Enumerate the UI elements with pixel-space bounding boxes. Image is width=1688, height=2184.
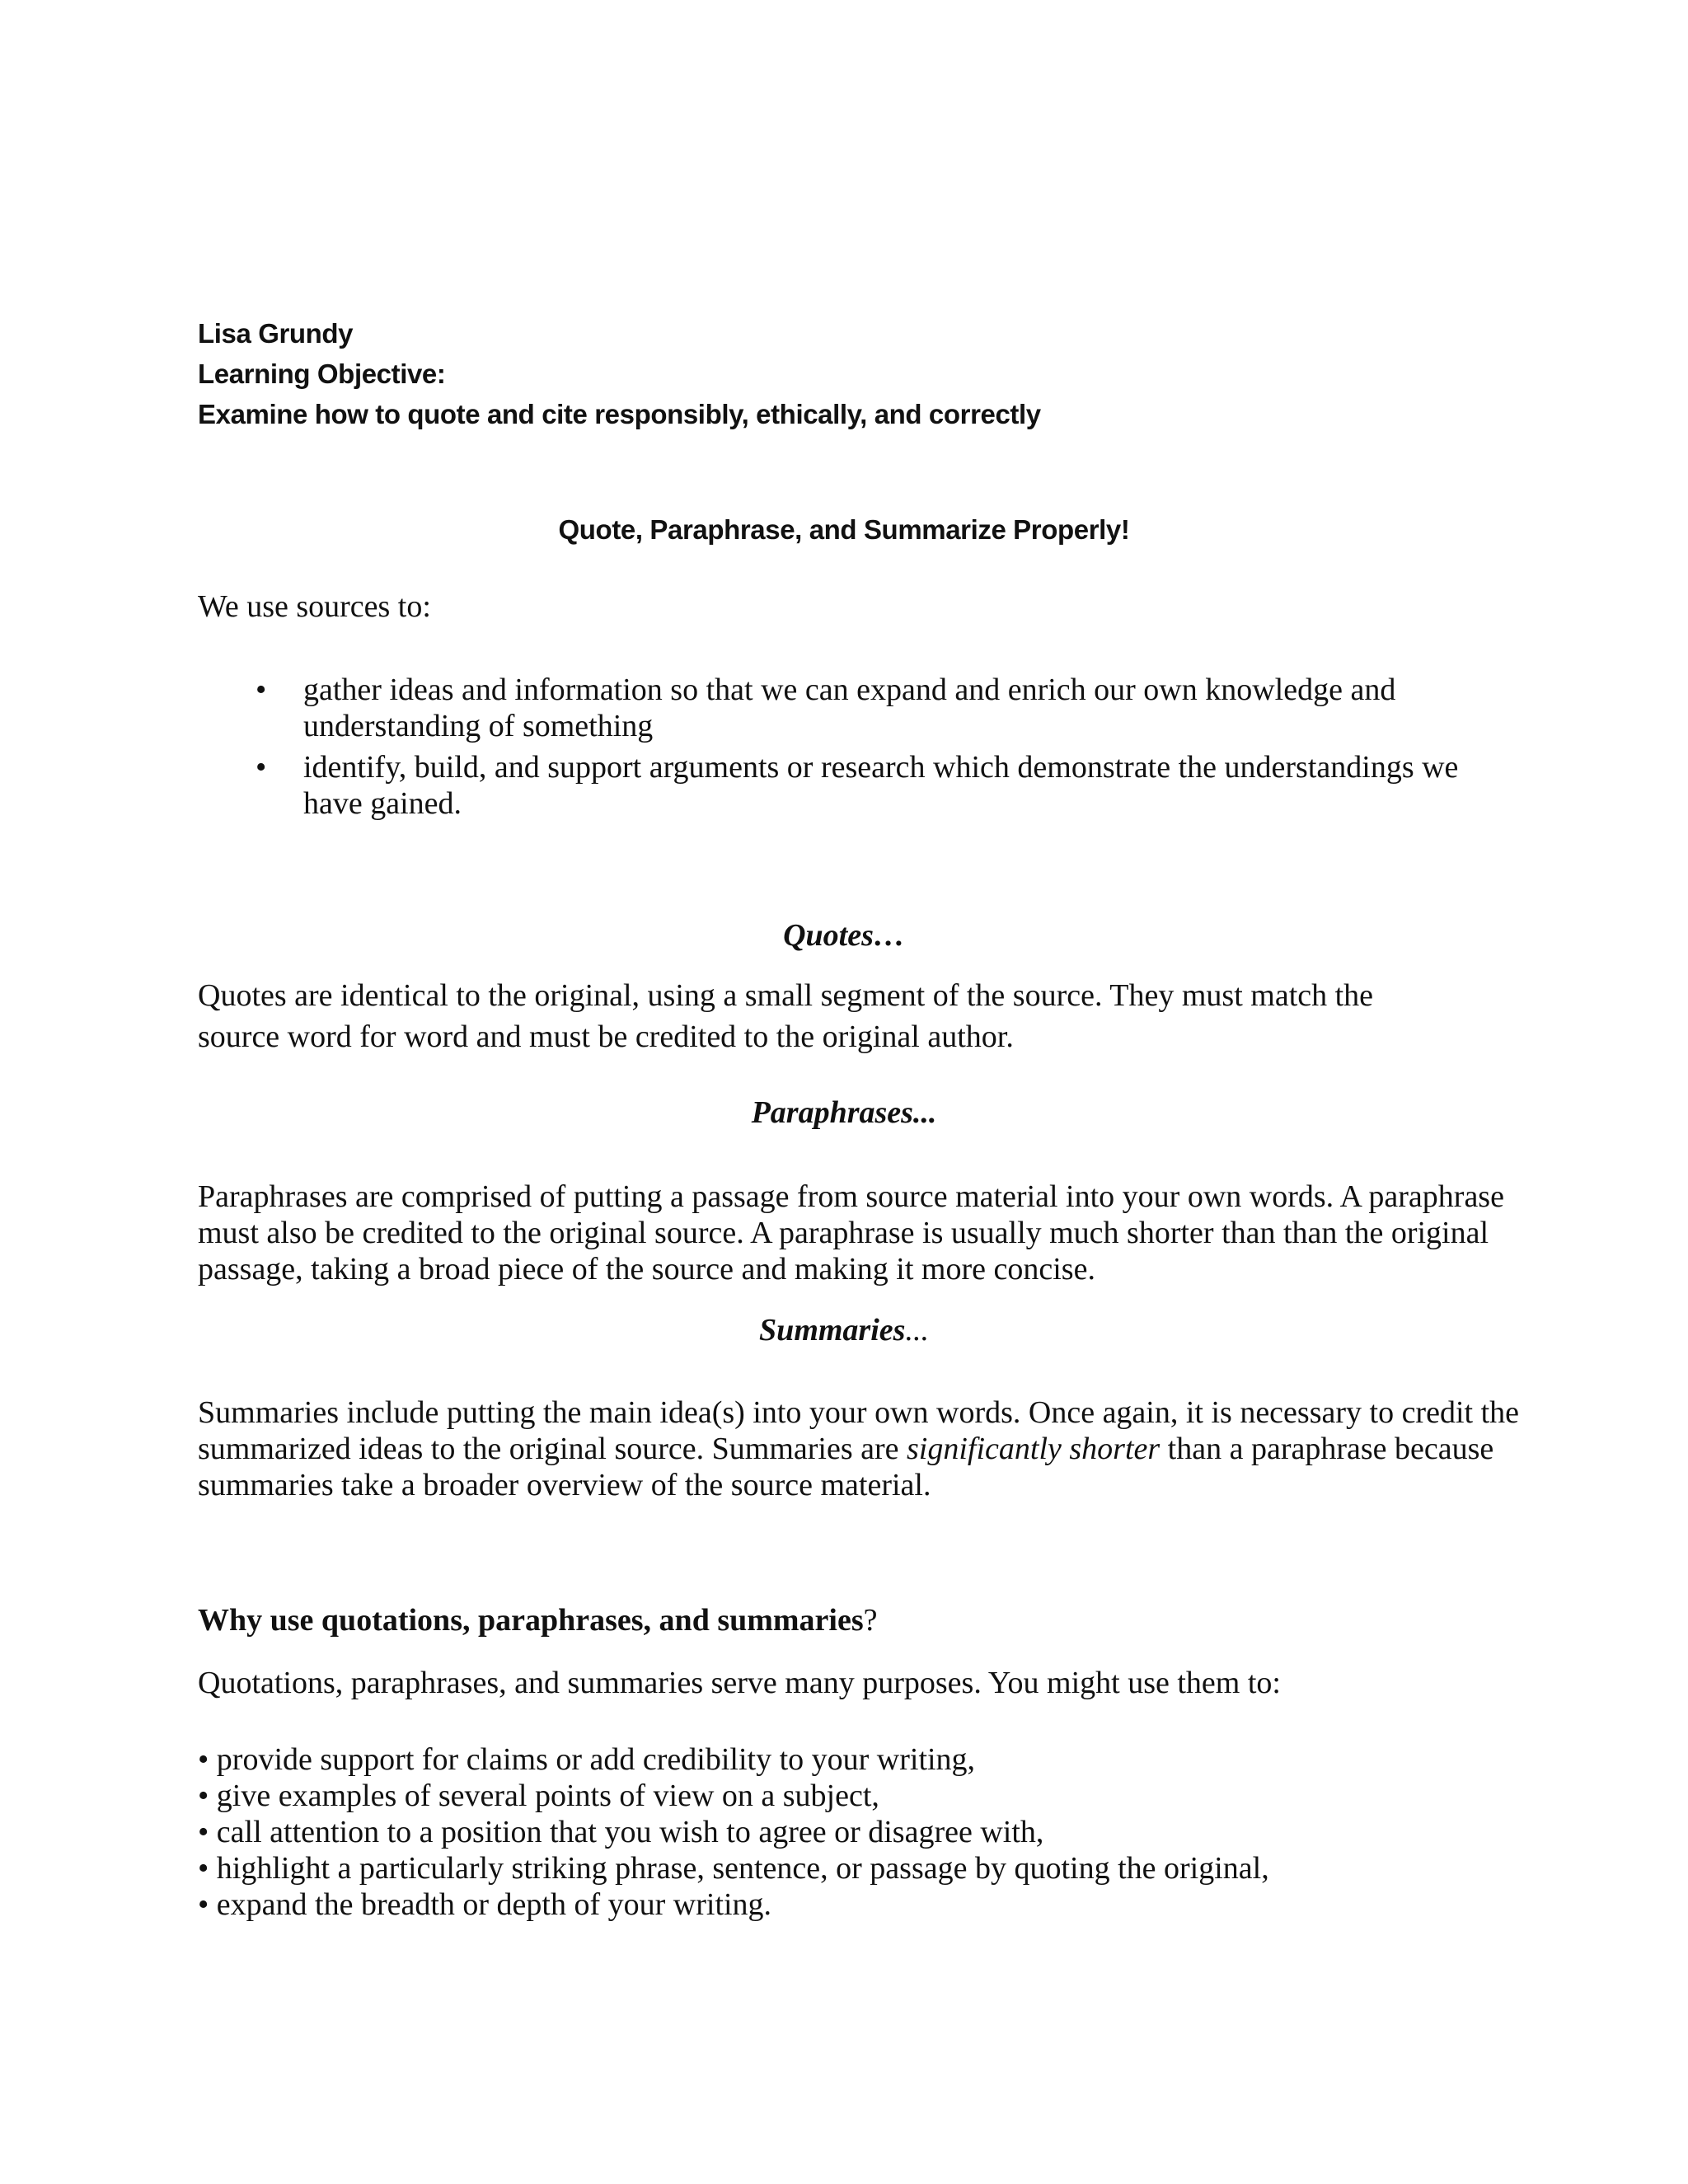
paraphrases-heading: Paraphrases... <box>751 1095 937 1130</box>
list-item: • provide support for claims or add credibility to your writing, <box>198 1742 976 1777</box>
quotes-line-1: Quotes are identical to the original, using a small segment of the source. They must match the <box>198 978 1374 1013</box>
intro-lead: We use sources to: <box>198 589 431 624</box>
list-item: • call attention to a position that you wish to agree or disagree with, <box>198 1815 1044 1849</box>
why-heading-bold: Why use quotations, paraphrases, and summaries <box>198 1603 864 1638</box>
list-item: • highlight a particularly striking phrase, sentence, or passage by quoting the original, <box>198 1851 1269 1886</box>
paraphrases-body: Paraphrases are comprised of putting a passage from source material into your own words. A paraphrase must also be credited to the original source. A paraphrase is usually much shorter than than the original passage, taking a broad piece of the source and making it more concise. <box>198 1179 1504 1286</box>
summaries-text-end: than a paraphrase because summaries take a broader overview of the source material. <box>198 1432 1494 1502</box>
list-item: • expand the breadth or depth of your writing. <box>198 1887 772 1922</box>
list-item <box>231 749 1517 822</box>
quotes-heading: Quotes… <box>783 918 905 953</box>
bullet-text: gather ideas and information so that we can expand and enrich our own knowledge and understanding of something <box>303 673 1396 743</box>
summaries-heading <box>0 1312 1688 1348</box>
summaries-heading-ellipsis: ... <box>905 1313 929 1347</box>
why-list <box>198 1741 1533 1923</box>
bullet-icon: • <box>256 750 267 785</box>
objective-label: Learning Objective: <box>198 359 446 389</box>
page-title: Quote, Paraphrase, and Summarize Properly! <box>558 514 1130 545</box>
intro-bullet-list <box>231 672 1517 827</box>
quotes-line-2: source word for word and must be credited to the original author. <box>198 1019 1014 1054</box>
why-lead: Quotations, paraphrases, and summaries serve many purposes. You might use them to: <box>198 1666 1281 1700</box>
summaries-text-start: Summaries include putting the main idea(s) into your own words. Once again, it is necessary to credit the summarized ideas to the original source. Summaries are <box>198 1395 1519 1466</box>
bullet-icon: • <box>256 673 267 707</box>
bullet-text: identify, build, and support arguments or research which demonstrate the understandings we have gained. <box>303 750 1459 821</box>
objective-text: Examine how to quote and cite responsibly, ethically, and correctly <box>198 399 1041 429</box>
author-name: Lisa Grundy <box>198 318 354 349</box>
list-item: • give examples of several points of view on a subject, <box>198 1779 879 1813</box>
why-heading-mark: ? <box>863 1603 878 1638</box>
why-heading <box>198 1602 878 1638</box>
summaries-heading-bold: Summaries <box>759 1313 906 1347</box>
list-item <box>231 672 1517 744</box>
summaries-text-emphasis: significantly shorter <box>907 1432 1160 1466</box>
summaries-body <box>198 1394 1533 1503</box>
